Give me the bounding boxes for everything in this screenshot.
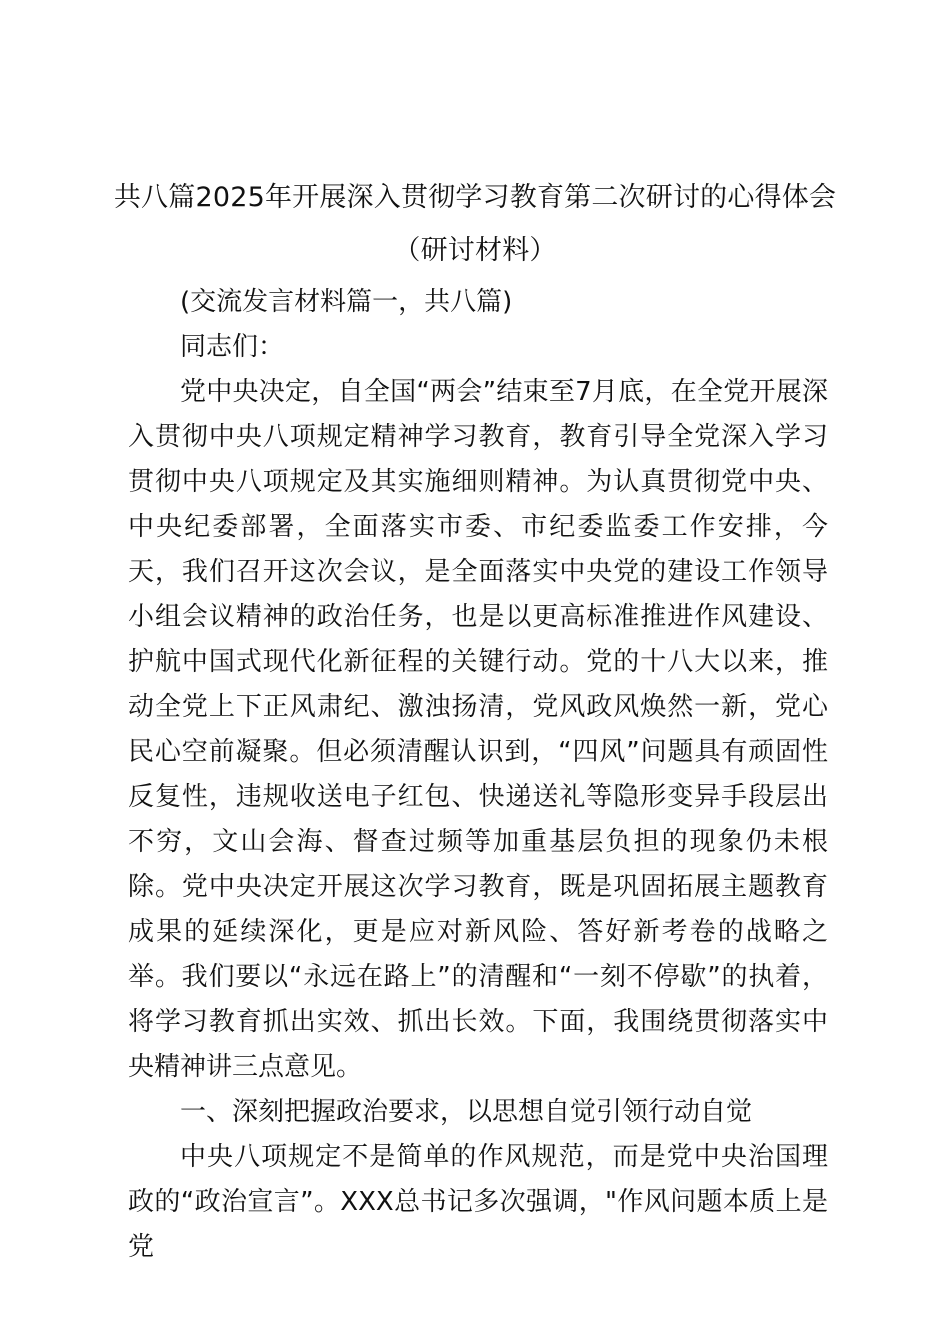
document-body: [128, 280, 828, 1270]
paragraph: 中央八项规定不是简单的作风规范，而是党中央治国理政的“政治宣言”。XXX总书记多次强调，"作风问题本质上是党: [128, 1142, 828, 1262]
document-title-annotation: （研讨材料）: [393, 235, 557, 266]
paragraph: 党中央决定，自全国“两会”结束至7月底，在全党开展深入贯彻中央八项规定精神学习教育，教育引导全党深入学习贯彻中央八项规定及其实施细则精神。为认真贯彻党中央、中央纪委部署，全面落实市委、市纪委监委工作安排，今天，我们召开这次会议，是全面落实中央党的建设工作领导小组会议精神的政治任务，也是以更高标准推进作风建设、护航中国式现代化新征程的关键行动。党的十八大以来，推动全党上下正风肃纪、激浊扬清，党风政风焕然一新，党心民心空前凝聚。但必须清醒认识到，“四风”问题具有顽固性反复性，违规收送电子红包、快递送礼等隐形变异手段层出不穷，文山会海、督查过频等加重基层负担的现象仍未根除。党中央决定开展这次学习教育，既是巩固拓展主题教育成果的延续深化，更是应对新风险、答好新考卷的战略之举。我们要以“永远在路上”的清醒和“一刻不停歇”的执着，将学习教育抓出实效、抓出长效。下面，我围绕贯彻落实中央精神讲三点意见。: [128, 377, 828, 1082]
document-title: 共八篇2025年开展深入贯彻学习教育第二次研讨的心得体会: [113, 182, 837, 213]
salutation: 同志们：: [180, 332, 285, 362]
section-heading: 一、深刻把握政治要求，以思想自觉引领行动自觉: [180, 1097, 753, 1127]
document-subtitle: (交流发言材料篇一，共八篇): [180, 287, 513, 317]
